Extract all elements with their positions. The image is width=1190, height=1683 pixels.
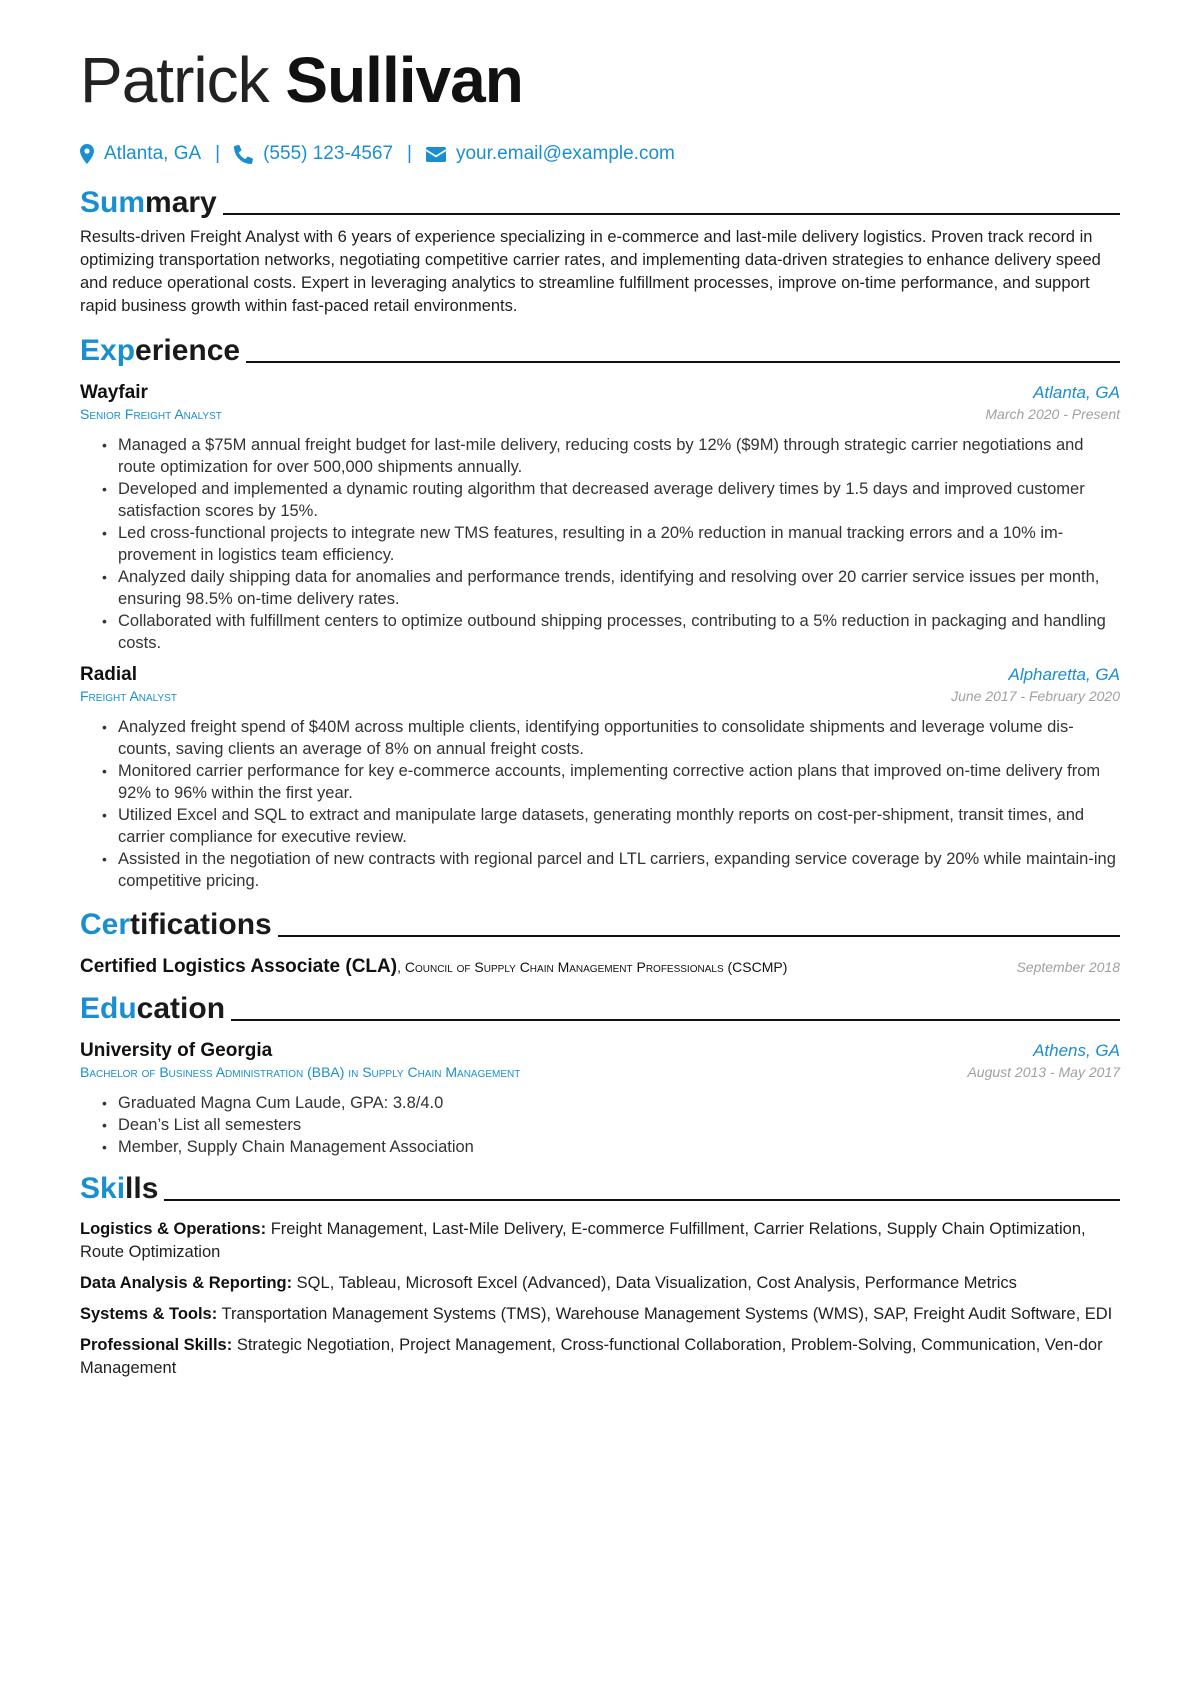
section-rule — [223, 213, 1120, 215]
contact-email[interactable] — [426, 143, 675, 165]
section-heading-education — [80, 988, 1120, 1026]
section-rule — [278, 935, 1120, 937]
list-item: • Dean’s List all semesters — [102, 1114, 1120, 1136]
contact-phone — [234, 143, 393, 165]
job-title: Freight Analyst — [80, 688, 177, 704]
degree: Bachelor of Business Administration (BBA) in Supply Chain Management — [80, 1064, 521, 1080]
contact-separator: | — [407, 143, 412, 164]
section-rule — [164, 1199, 1120, 1201]
skill-label: Professional Skills: — [80, 1336, 233, 1354]
list-item: • Assisted in the negotiation of new contracts with regional parcel and LTL carriers, expanding service coverage by 20% while maintain-ing competitive pricing. — [102, 848, 1120, 892]
section-title: Summary — [80, 186, 217, 219]
company-name: Radial — [80, 664, 138, 685]
section-heading-summary — [80, 182, 1120, 220]
location-text: Atlanta, GA — [104, 143, 202, 164]
first-name: Patrick — [80, 44, 269, 116]
list-item: • Analyzed daily shipping data for anomalies and performance trends, identifying and resolving over 20 carrier service issues per month, ensuring 98.5% on-time delivery rates. — [102, 566, 1120, 610]
list-item: • Led cross-functional projects to integrate new TMS features, resulting in a 20% reduction in manual tracking errors and a 10% im-provement in logistics team efficiency. — [102, 522, 1120, 566]
last-name: Sullivan — [285, 44, 523, 116]
skills-list — [80, 1218, 1120, 1380]
job-dates: March 2020 - Present — [985, 406, 1120, 422]
section-title: Skills — [80, 1172, 159, 1205]
contact-location — [80, 143, 201, 165]
school-name: University of Georgia — [80, 1040, 273, 1061]
job-title: Senior Freight Analyst — [80, 406, 222, 422]
list-item: • Graduated Magna Cum Laude, GPA: 3.8/4.0 — [102, 1092, 1120, 1114]
contact-separator: | — [215, 143, 221, 164]
job-location: Atlanta, GA — [1033, 383, 1120, 402]
skill-values: Transportation Management Systems (TMS), Warehouse Management Systems (WMS), SAP, Freight Audit Software, EDI — [217, 1305, 1113, 1323]
section-rule — [231, 1019, 1120, 1021]
education-entry — [80, 1040, 1120, 1158]
skill-values: SQL, Tableau, Microsoft Excel (Advanced), Data Visualization, Cost Analysis, Performance Metrics — [292, 1274, 1017, 1292]
list-item: • Analyzed freight spend of $40M across multiple clients, identifying opportunities to consolidate shipments and leverage volume dis-counts, saving clients an average of 8% on annual freight costs. — [102, 716, 1120, 760]
skill-group — [80, 1303, 1120, 1326]
certification-name: Certified Logistics Associate (CLA) — [80, 956, 398, 977]
skill-group — [80, 1334, 1120, 1380]
job-entry — [80, 382, 1120, 654]
map-pin-icon — [80, 144, 94, 164]
certification-date: September 2018 — [1016, 959, 1120, 975]
job-dates: June 2017 - February 2020 — [951, 688, 1120, 704]
section-rule — [246, 361, 1120, 363]
contact-line — [80, 140, 1120, 168]
section-title: Certifications — [80, 908, 272, 941]
skill-label: Data Analysis & Reporting: — [80, 1274, 293, 1292]
skill-values: Freight Management, Last-Mile Delivery, E-commerce Fulfillment, Carrier Relations, Supply Chain Optimization, Route Optimization — [80, 1220, 1086, 1261]
phone-text: (555) 123-4567 — [263, 143, 394, 164]
job-entry — [80, 664, 1120, 892]
resume-page — [80, 40, 1120, 1388]
school-location: Athens, GA — [1033, 1041, 1120, 1060]
job-bullets — [80, 716, 1120, 892]
list-item: • Utilized Excel and SQL to extract and manipulate large datasets, generating monthly reports on cost-per-shipment, transit times, and carrier compliance for executive review. — [102, 804, 1120, 848]
education-dates: August 2013 - May 2017 — [967, 1064, 1120, 1080]
candidate-name — [80, 40, 1120, 120]
skill-group — [80, 1272, 1120, 1295]
certification-entry — [80, 956, 1120, 978]
envelope-icon — [426, 147, 446, 162]
skill-values: Strategic Negotiation, Project Management, Cross-functional Collaboration, Problem-Solving, Communication, Ven-dor Management — [80, 1336, 1103, 1377]
email-link[interactable]: your.email@example.com — [455, 143, 675, 164]
section-heading-certifications — [80, 904, 1120, 942]
list-item: • Developed and implemented a dynamic routing algorithm that decreased average delivery times by 1.5 days and improved customer satisfaction scores by 15%. — [102, 478, 1120, 522]
certification-issuer: , Council of Supply Chain Management Professionals (CSCMP) — [397, 959, 788, 975]
list-item: • Member, Supply Chain Management Association — [102, 1136, 1120, 1158]
summary-paragraph: Results-driven Freight Analyst with 6 years of experience specializing in e-commerce and last-mile delivery logistics. Proven track record in optimizing transportation networks, negotiating competitive carrier rates, and implementing data-driven strategies to enhance delivery speed and reduce operational costs. Expert in leveraging analytics to streamline fulfillment processes, improve on-time performance, and support rapid business growth within fast-paced retail environments. — [80, 228, 1101, 315]
skill-group — [80, 1218, 1120, 1264]
company-name: Wayfair — [80, 382, 148, 403]
skill-label: Logistics & Operations: — [80, 1220, 267, 1238]
list-item: • Collaborated with fulfillment centers to optimize outbound shipping processes, contributing to a 5% reduction in packaging and handling costs. — [102, 610, 1120, 654]
list-item: • Managed a $75M annual freight budget for last-mile delivery, reducing costs by 12% ($9M) through strategic carrier negotiations and route optimization for over 500,000 shipments annually. — [102, 434, 1120, 478]
list-item: • Monitored carrier performance for key e-commerce accounts, implementing corrective action plans that improved on-time delivery from 92% to 96% within the first year. — [102, 760, 1120, 804]
education-bullets — [80, 1092, 1120, 1158]
phone-icon — [234, 145, 253, 164]
skill-label: Systems & Tools: — [80, 1305, 218, 1323]
section-heading-experience — [80, 330, 1120, 368]
job-bullets — [80, 434, 1120, 654]
job-location: Alpharetta, GA — [1008, 665, 1120, 684]
section-title: Experience — [80, 334, 241, 367]
section-heading-skills — [80, 1168, 1120, 1206]
section-title: Education — [80, 992, 226, 1025]
